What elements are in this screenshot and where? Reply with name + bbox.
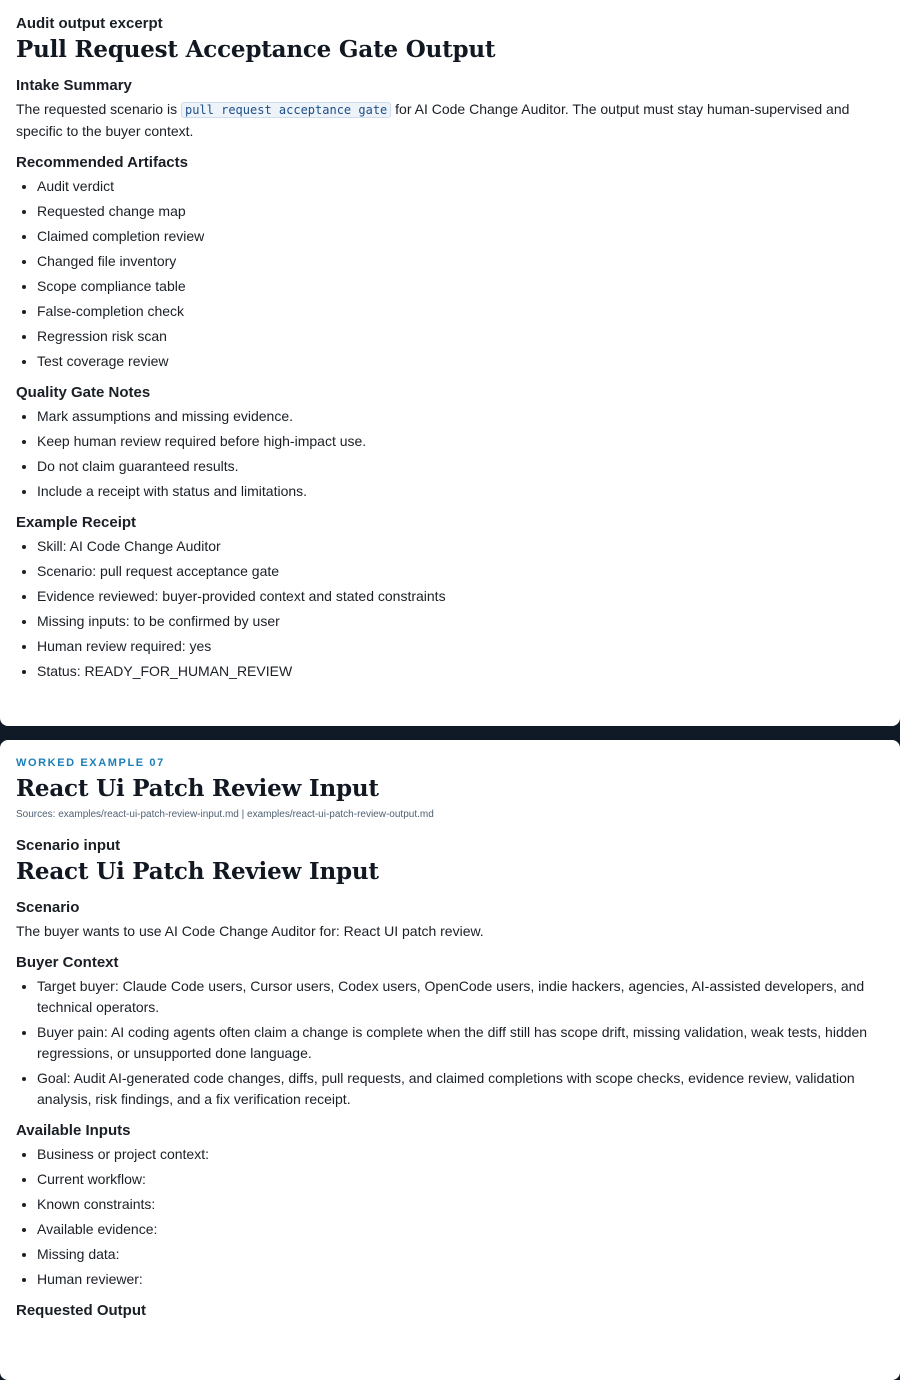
artifacts-list [16, 176, 884, 372]
list-item: • Test coverage review [37, 351, 884, 372]
available-inputs-list [16, 1144, 884, 1290]
list-item: • Human review required: yes [37, 636, 884, 657]
list-item: • Buyer pain: AI coding agents often claim a change is complete when the diff still has scope drift, missing validation, weak tests, hidden regressions, or unsupported done language. [37, 1022, 884, 1064]
intake-suffix: for AI Code Change Auditor. The output must stay human-supervised and specific to the buyer context. [16, 101, 850, 139]
worked-example-label: WORKED EXAMPLE 07 [16, 757, 165, 769]
list-item: • Status: READY_FOR_HUMAN_REVIEW [37, 661, 884, 682]
sources-line: Sources: examples/react-ui-patch-review-input.md | examples/react-ui-patch-review-output.md [16, 809, 434, 820]
buyer-context-heading: Buyer Context [16, 954, 119, 971]
output-title: Pull Request Acceptance Gate Output [16, 36, 496, 63]
buyer-context-list [16, 976, 884, 1110]
list-item: • Audit verdict [37, 176, 884, 197]
example-subtitle: React Ui Patch Review Input [16, 858, 379, 885]
artifacts-heading: Recommended Artifacts [16, 154, 188, 171]
receipt-heading: Example Receipt [16, 514, 137, 531]
list-item: • Available evidence: [37, 1219, 884, 1240]
available-inputs-heading: Available Inputs [16, 1122, 131, 1139]
scenario-text: The buyer wants to use AI Code Change Auditor for: React UI patch review. [16, 923, 484, 939]
list-item: • Do not claim guaranteed results. [37, 456, 884, 477]
list-item: • Mark assumptions and missing evidence. [37, 406, 884, 427]
list-item: • Missing data: [37, 1244, 884, 1265]
list-item: • Scenario: pull request acceptance gate [37, 561, 884, 582]
worked-example-card [0, 740, 900, 1380]
quality-heading: Quality Gate Notes [16, 384, 151, 401]
scenario-heading: Scenario [16, 899, 80, 916]
list-item: • Known constraints: [37, 1194, 884, 1215]
list-item: • Missing inputs: to be confirmed by user [37, 611, 884, 632]
requested-output-heading: Requested Output [16, 1302, 146, 1319]
intake-summary [16, 99, 884, 142]
list-item: • Changed file inventory [37, 251, 884, 272]
list-item: • False-completion check [37, 301, 884, 322]
example-title: React Ui Patch Review Input [16, 775, 379, 802]
scenario-input-label: Scenario input [16, 837, 121, 854]
scenario-code: pull request acceptance gate [181, 102, 391, 118]
list-item: • Claimed completion review [37, 226, 884, 247]
intake-heading: Intake Summary [16, 77, 132, 94]
list-item: • Requested change map [37, 201, 884, 222]
intake-prefix: The requested scenario is [16, 101, 181, 117]
list-item: • Business or project context: [37, 1144, 884, 1165]
list-item: • Current workflow: [37, 1169, 884, 1190]
list-item: • Target buyer: Claude Code users, Cursor users, Codex users, OpenCode users, indie hackers, agencies, AI-assisted developers, and technical operators. [37, 976, 884, 1018]
list-item: • Human reviewer: [37, 1269, 884, 1290]
receipt-list [16, 536, 884, 682]
list-item: • Regression risk scan [37, 326, 884, 347]
list-item: • Evidence reviewed: buyer-provided context and stated constraints [37, 586, 884, 607]
list-item: • Include a receipt with status and limitations. [37, 481, 884, 502]
excerpt-label: Audit output excerpt [16, 15, 163, 32]
list-item: • Skill: AI Code Change Auditor [37, 536, 884, 557]
list-item: • Keep human review required before high-impact use. [37, 431, 884, 452]
quality-list [16, 406, 884, 502]
list-item: • Goal: Audit AI-generated code changes, diffs, pull requests, and claimed completions with scope checks, evidence review, validation analysis, risk findings, and a fix verification receipt. [37, 1068, 884, 1110]
list-item: • Scope compliance table [37, 276, 884, 297]
